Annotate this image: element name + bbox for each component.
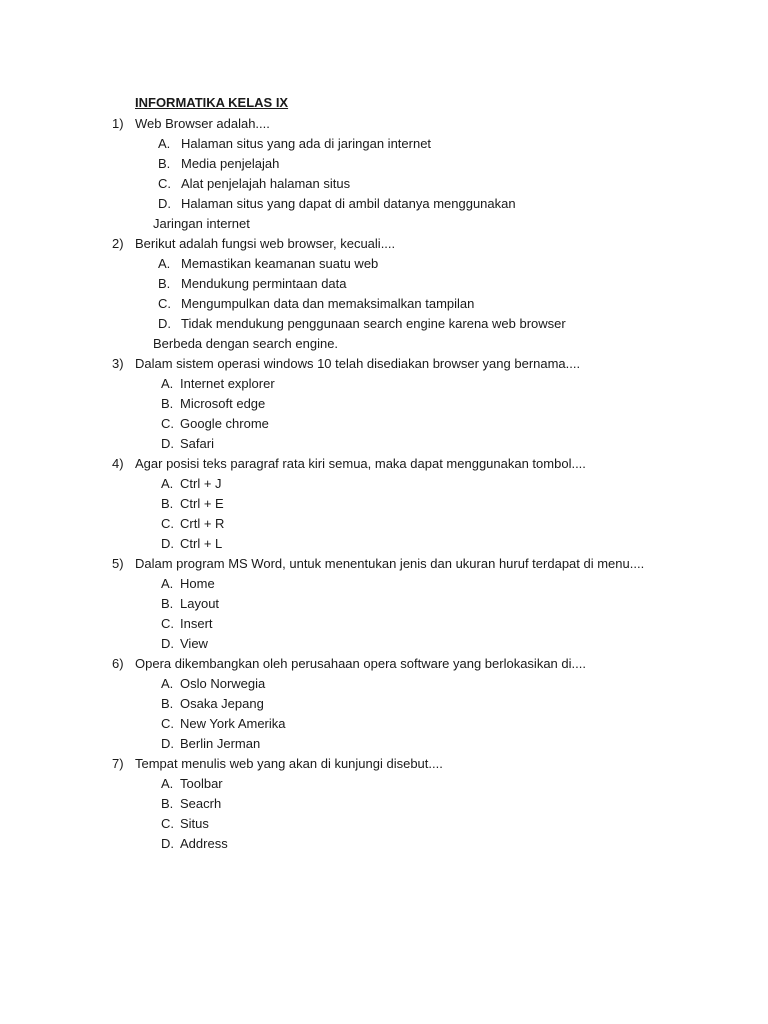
option-letter: A. <box>161 576 174 591</box>
option-letter: C. <box>158 296 171 311</box>
option-letter: B. <box>161 696 174 711</box>
option-letter: D. <box>161 536 174 551</box>
answer-option <box>112 814 732 834</box>
option-text: Internet explorer <box>180 376 275 391</box>
option-letter: C. <box>161 716 174 731</box>
option-letter: A. <box>158 256 171 271</box>
option-text: Mendukung permintaan data <box>181 276 347 291</box>
option-text: Media penjelajah <box>181 156 280 171</box>
answer-option <box>112 494 732 514</box>
option-letter: A. <box>161 376 174 391</box>
option-text: New York Amerika <box>180 716 286 731</box>
answer-option <box>112 394 732 414</box>
answer-option <box>112 474 732 494</box>
option-letter: D. <box>158 316 171 331</box>
option-text: Crtl + R <box>180 516 225 531</box>
option-letter: A. <box>158 136 171 151</box>
answer-option <box>112 674 732 694</box>
question-number: 3) <box>112 356 124 371</box>
question-2 <box>112 234 732 354</box>
option-text: Home <box>180 576 215 591</box>
option-letter: C. <box>161 516 174 531</box>
answer-option <box>112 794 732 814</box>
option-text: Halaman situs yang ada di jaringan internet <box>181 136 432 151</box>
answer-option <box>112 614 732 634</box>
option-letter: A. <box>161 776 174 791</box>
answer-option <box>112 574 732 594</box>
option-letter: D. <box>161 836 174 851</box>
answer-option <box>112 634 732 654</box>
option-text: Situs <box>180 816 209 831</box>
answer-option <box>112 134 732 154</box>
option-text: Berlin Jerman <box>180 736 261 751</box>
option-letter: D. <box>161 736 174 751</box>
option-text: Ctrl + J <box>180 476 222 491</box>
answer-option <box>112 714 732 734</box>
option-letter: A. <box>161 676 174 691</box>
question-list <box>112 114 732 854</box>
question-text: Tempat menulis web yang akan di kunjungi disebut.... <box>135 756 443 771</box>
question-5 <box>112 554 732 654</box>
option-text: Alat penjelajah halaman situs <box>181 176 351 191</box>
option-text: Halaman situs yang dapat di ambil datanya menggunakan <box>181 196 516 211</box>
answer-option <box>112 294 732 314</box>
answer-option <box>112 434 732 454</box>
option-text: Seacrh <box>180 796 222 811</box>
option-letter: C. <box>161 816 174 831</box>
option-text: Memastikan keamanan suatu web <box>181 256 379 271</box>
answer-option <box>112 774 732 794</box>
option-continuation: Jaringan internet <box>153 216 250 231</box>
answer-option <box>112 414 732 434</box>
option-text: Google chrome <box>180 416 269 431</box>
option-text: Tidak mendukung penggunaan search engine karena web browser <box>181 316 566 331</box>
answer-option <box>112 514 732 534</box>
answer-option <box>112 534 732 554</box>
question-text: Web Browser adalah.... <box>135 116 270 131</box>
option-text: Layout <box>180 596 220 611</box>
answer-option <box>112 594 732 614</box>
option-text: Oslo Norwegia <box>180 676 266 691</box>
question-7 <box>112 754 732 854</box>
option-letter: C. <box>158 176 171 191</box>
question-number: 1) <box>112 116 124 131</box>
question-text: Dalam program MS Word, untuk menentukan jenis dan ukuran huruf terdapat di menu.... <box>135 556 645 571</box>
question-1 <box>112 114 732 234</box>
answer-option <box>112 734 732 754</box>
question-text: Opera dikembangkan oleh perusahaan opera software yang berlokasikan di.... <box>135 656 586 671</box>
question-number: 6) <box>112 656 124 671</box>
option-letter: B. <box>158 156 171 171</box>
option-text: Ctrl + L <box>180 536 223 551</box>
question-text: Berikut adalah fungsi web browser, kecuali.... <box>135 236 396 251</box>
option-letter: B. <box>161 396 174 411</box>
answer-option <box>112 194 732 214</box>
option-continuation: Berbeda dengan search engine. <box>153 336 339 351</box>
document-title: INFORMATIKA KELAS IX <box>135 95 289 110</box>
option-letter: C. <box>161 416 174 431</box>
question-number: 2) <box>112 236 124 251</box>
option-text: Safari <box>180 436 214 451</box>
question-6 <box>112 654 732 754</box>
option-letter: B. <box>161 796 174 811</box>
option-letter: B. <box>161 596 174 611</box>
question-number: 4) <box>112 456 124 471</box>
answer-option <box>112 694 732 714</box>
question-text: Agar posisi teks paragraf rata kiri semua, maka dapat menggunakan tombol.... <box>135 456 586 471</box>
answer-option <box>112 834 732 854</box>
question-4 <box>112 454 732 554</box>
option-text: Microsoft edge <box>180 396 266 411</box>
answer-option <box>112 174 732 194</box>
answer-option <box>112 274 732 294</box>
option-text: Toolbar <box>180 776 223 791</box>
option-text: Address <box>180 836 228 851</box>
question-number: 7) <box>112 756 124 771</box>
option-letter: C. <box>161 616 174 631</box>
question-text: Dalam sistem operasi windows 10 telah disediakan browser yang bernama.... <box>135 356 581 371</box>
option-text: Mengumpulkan data dan memaksimalkan tampilan <box>181 296 475 311</box>
option-letter: D. <box>161 636 174 651</box>
answer-option <box>112 374 732 394</box>
option-letter: B. <box>158 276 171 291</box>
answer-option <box>112 154 732 174</box>
option-letter: D. <box>161 436 174 451</box>
option-text: Osaka Jepang <box>180 696 264 711</box>
answer-option <box>112 314 732 334</box>
option-text: Ctrl + E <box>180 496 224 511</box>
question-3 <box>112 354 732 454</box>
option-text: Insert <box>180 616 213 631</box>
option-letter: A. <box>161 476 174 491</box>
answer-option <box>112 254 732 274</box>
option-letter: D. <box>158 196 171 211</box>
option-text: View <box>180 636 208 651</box>
option-letter: B. <box>161 496 174 511</box>
question-number: 5) <box>112 556 124 571</box>
